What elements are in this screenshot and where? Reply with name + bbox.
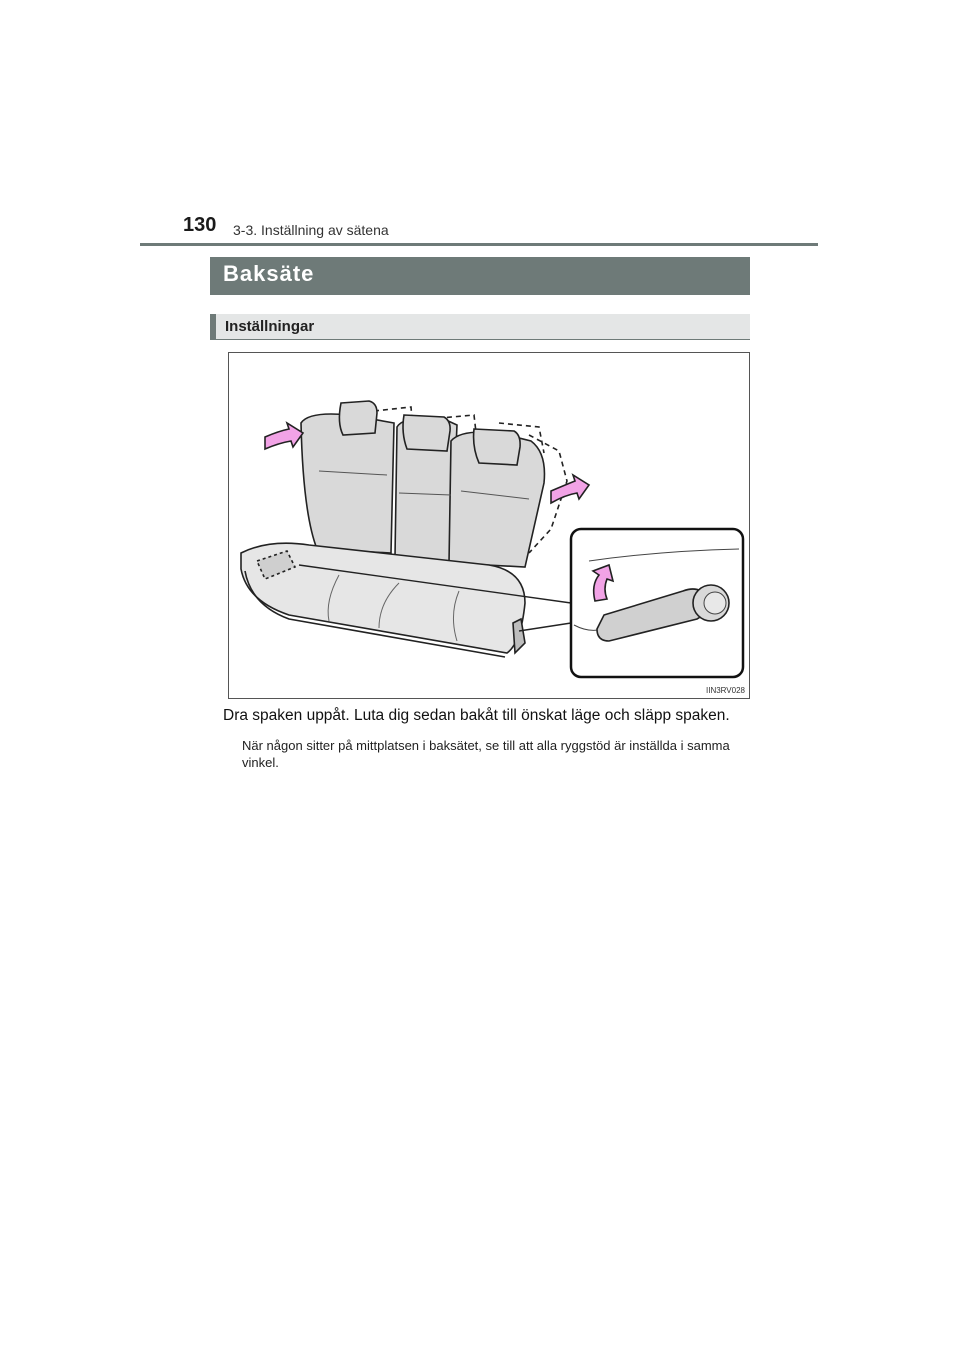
recline-arrow-right: [551, 475, 589, 503]
subsection-accent: [210, 314, 216, 340]
lever-inset: [571, 529, 743, 677]
rear-seat-drawing: [229, 353, 749, 698]
recline-arrow-left: [265, 423, 303, 449]
subsection-header: [210, 314, 750, 340]
note-text: När någon sitter på mittplatsen i baksätet, se till att alla ryggstöd är inställda i samma vinkel.: [242, 738, 730, 770]
chapter-title: 3-3. Inställning av sätena: [233, 222, 389, 238]
header-divider: [140, 243, 818, 246]
seat-illustration: [228, 352, 750, 699]
subsection-title: Inställningar: [225, 318, 315, 335]
seat-backs: [301, 401, 544, 567]
page-number: 130: [183, 214, 217, 236]
figure-code: IIN3RV028: [706, 686, 745, 695]
instruction-text: Dra spaken uppåt. Luta dig sedan bakåt till önskat läge och släpp spaken.: [223, 707, 730, 724]
section-title: Baksäte: [210, 257, 750, 295]
